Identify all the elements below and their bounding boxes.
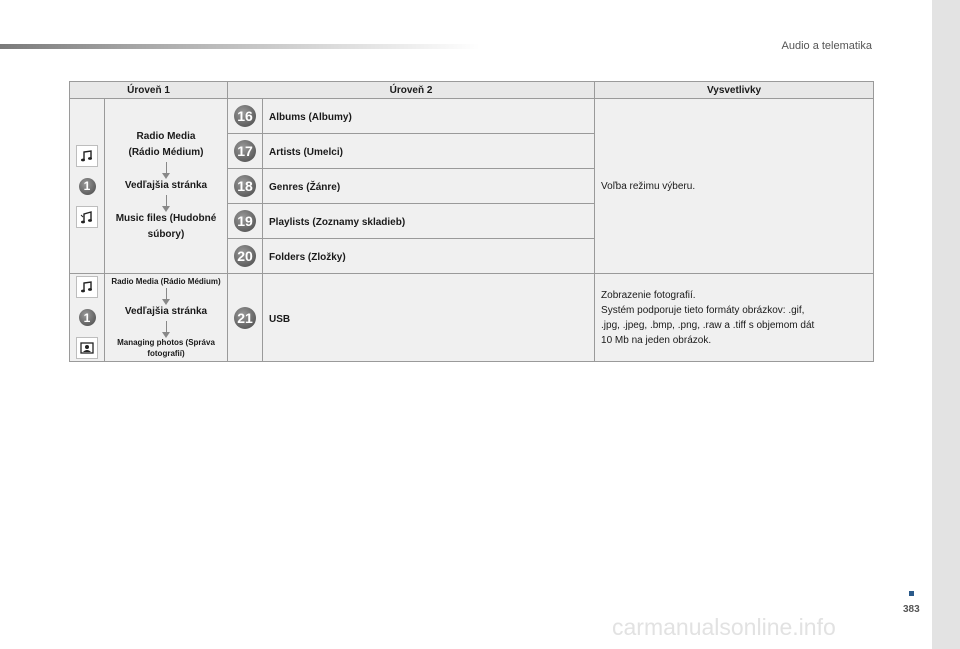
badge-cell: [228, 134, 263, 169]
level1-path-cell: [105, 99, 228, 274]
explanation-line: 10 Mb na jeden obrázok.: [601, 334, 712, 346]
item-badge: 21: [234, 307, 256, 329]
page-marker: [909, 591, 914, 596]
level2-label: USB: [269, 313, 291, 325]
menu-table: [69, 81, 874, 362]
level2-cell: [263, 239, 595, 274]
badge-cell: [228, 204, 263, 239]
badge-cell: [228, 239, 263, 274]
page-number: 383: [903, 604, 920, 615]
level2-cell: [263, 99, 595, 134]
header-rule: [0, 44, 480, 49]
explanation-cell: [595, 274, 874, 362]
explanation-cell: [595, 99, 874, 274]
down-arrow-icon: [166, 321, 167, 333]
item-badge: 18: [234, 175, 256, 197]
badge-cell: [228, 274, 263, 362]
level2-cell: [263, 169, 595, 204]
header-explanation: Vysvetlivky: [595, 82, 874, 99]
photo-icon: [76, 337, 98, 359]
level-badge: 1: [79, 309, 96, 326]
level2-cell: [263, 134, 595, 169]
path-secondary-page: Vedľajšia stránka: [124, 180, 208, 191]
item-badge: 20: [234, 245, 256, 267]
header-level2: Úroveň 2: [228, 82, 595, 99]
level1-icons-cell: [70, 99, 105, 274]
level-badge: 1: [79, 178, 96, 195]
table-header-row: [70, 82, 874, 99]
explanation-line: .jpg, .jpeg, .bmp, .png, .raw a .tiff s objemom dát: [601, 319, 815, 331]
watermark: carmanualsonline.info: [612, 614, 836, 640]
level2-label: Albums (Albumy): [269, 112, 352, 123]
level2-label: Genres (Žánre): [269, 182, 341, 193]
level1-path-cell: [105, 274, 228, 362]
down-arrow-icon: [166, 162, 167, 174]
music-note-icon: [76, 145, 98, 167]
explanation-text: Voľba režimu výberu.: [601, 180, 696, 192]
header-level1: Úroveň 1: [70, 82, 228, 99]
level1-icons-cell: [70, 274, 105, 362]
path-radio-media: Radio Media (Rádio Médium): [111, 277, 221, 286]
table-row: [70, 274, 874, 362]
page-side-tab: [932, 0, 960, 649]
item-badge: 16: [234, 105, 256, 127]
level2-cell: [263, 204, 595, 239]
explanation-line: Zobrazenie fotografií.: [601, 289, 696, 301]
item-badge: 19: [234, 210, 256, 232]
level2-label: Artists (Umelci): [269, 147, 343, 158]
music-notes-icon: [76, 206, 98, 228]
music-note-icon: [76, 276, 98, 298]
item-badge: 17: [234, 140, 256, 162]
down-arrow-icon: [166, 195, 167, 207]
path-music-files: Music files (Hudobné súbory): [115, 213, 217, 240]
table-row: [70, 99, 874, 134]
level2-cell: [263, 274, 595, 362]
level2-label: Playlists (Zoznamy skladieb): [269, 217, 406, 228]
badge-cell: [228, 99, 263, 134]
badge-cell: [228, 169, 263, 204]
level2-label: Folders (Zložky): [269, 252, 346, 263]
page-header-title: Audio a telematika: [781, 40, 872, 52]
path-secondary-page: Vedľajšia stránka: [124, 306, 208, 317]
down-arrow-icon: [166, 288, 167, 300]
explanation-line: Systém podporuje tieto formáty obrázkov: .gif,: [601, 304, 805, 316]
path-radio-media: Radio Media (Rádio Médium): [128, 131, 204, 158]
path-managing-photos: Managing photos (Správa fotografií): [117, 338, 215, 358]
